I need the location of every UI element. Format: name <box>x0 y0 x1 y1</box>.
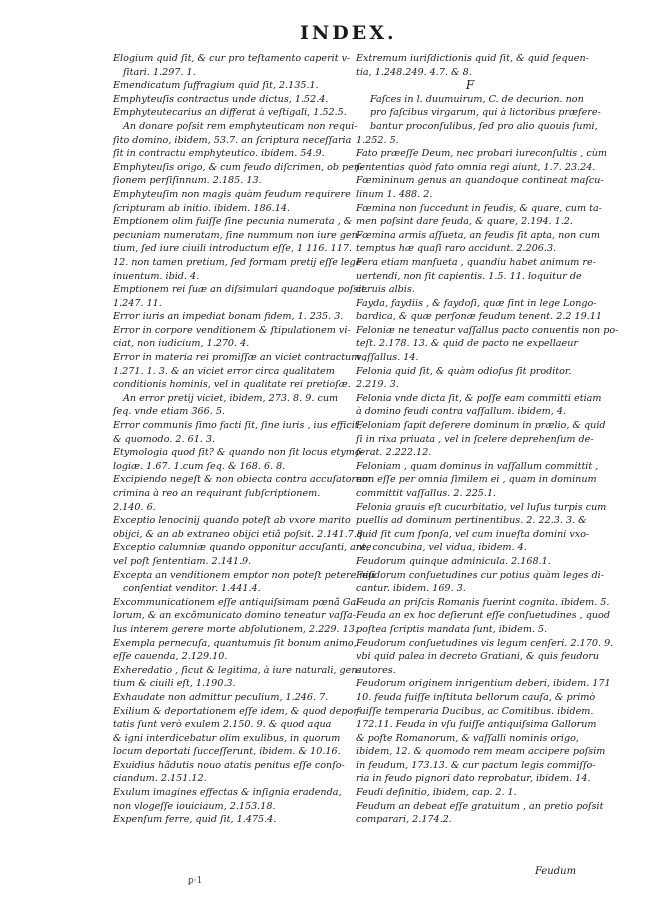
index-entry-line: 2.140. 6. <box>113 501 156 513</box>
index-entry-line: 1.271. 1. 3. & an viciet error circa qualitatem <box>113 365 335 377</box>
index-entry-line: lorum, & an excõmunicato domino teneatur vaſſa- <box>113 610 356 622</box>
index-entry-line: Error communis ſimo facti ſit, ſine iuris , ius efficit, <box>113 420 362 432</box>
index-entry-line: Emphyteutecarius an differat à veſtigali, 1.52.5. <box>113 107 347 119</box>
index-entry-line: 12. non tamen pretium, ſed formam pretij eſſe lege <box>113 256 362 268</box>
index-entry-line: Extremum iuriſdictionis quid ſit, & quid ſequen- <box>356 53 589 64</box>
index-entry-line: pecuniam numeratam, ſine nummum non iure gen- <box>113 229 362 241</box>
index-entry-line: Error in materia rei promiſſæ an viciet contractum , <box>113 352 367 364</box>
index-entry-line: Emphyteuſis contractus unde dictus, 1.52.4. <box>113 93 329 105</box>
index-entry-line: Emptionem rei ſuæ an diſsimulari quandoque poſsit. <box>113 284 369 296</box>
index-entry-line: logiæ. 1.67. 1.cum ſeq. & 168. 6. 8. <box>113 460 286 472</box>
index-entry-line: Fera etiam manſueta , quandiu habet animum re- <box>356 256 596 268</box>
index-entry-line: tatis ſunt verò exulem 2.150. 9. & quod aqua <box>113 719 332 731</box>
index-entry-line: ceruis albis. <box>356 284 415 296</box>
index-entry-line: ſito domino, ibidem, 53.7. an ſcriptura neceſſaria <box>113 134 352 146</box>
index-entry-line: Feudorum conſuetudines vis legum cenſeri. 2.170. 9. <box>356 637 614 649</box>
index-entry-line: poſtea ſcriptis mandata ſunt, ibidem. 5. <box>356 623 548 635</box>
index-entry-line: Exuidius hãdutis nouo atatis penitus eſſe conſo- <box>113 759 345 771</box>
page-title: INDEX. <box>300 22 397 44</box>
index-entry-line: Exulum imagines effectas & inſignia eradenda, <box>113 787 342 799</box>
index-entry-line: F <box>465 78 475 93</box>
index-entry-line: men poſsint dare feuda, & quare, 2.194. 1.2. <box>356 216 573 228</box>
index-entry-line: comparari, 2.174.2. <box>356 814 452 826</box>
index-entry-line: pro faſcibus virgarum, qui à lictoribus præfere- <box>370 107 601 119</box>
catchword: Feudum <box>535 866 577 877</box>
index-entry-line: 172.11. Feuda in vſu fuiſſe antiquiſsima Gallorum <box>356 719 597 731</box>
index-entry-line: & igni interdicebatur olim exulibus, in quorum <box>113 732 341 744</box>
index-entry-line: ibidem, 12. & quomodo rem meam accipere poſsim <box>356 746 606 758</box>
index-entry-line: 2.219. 3. <box>356 379 399 391</box>
index-entry-line: Emphyteuſim non magis quàm feudum requirere <box>113 188 351 200</box>
index-entry-line: re, concubina, vel vidua, ibidem. 4. <box>356 542 527 554</box>
index-entry-line: committit vaſſallus. 2. 225.1. <box>356 488 497 499</box>
index-entry-line: inuentum. ibid. 4. <box>113 270 200 282</box>
index-entry-line: Fato præeſſe Deum, nec probari iureconſultis , cùm <box>356 148 608 160</box>
index-entry-line: vel poſt ſententiam. 2.141.9. <box>113 555 252 567</box>
index-entry-line: à domino feudi contra vaſſallum. ibidem, 4. <box>356 406 566 418</box>
index-entry-line: Feloniam ſapit deſerere dominum in prælio, & quid <box>356 420 606 432</box>
index-entry-line: Fœmina armis aſſueta, an feudis ſit apta, non cum <box>356 229 600 241</box>
index-entry-line: Felonia vnde dicta ſit, & poſſe eam committi etiam <box>356 392 602 404</box>
index-entry-line: non vlogeſſe iouiciaum, 2.153.18. <box>113 800 276 812</box>
index-entry-line: Expenſum ferre, quid ſit, 1.475.4. <box>113 814 277 826</box>
index-entry-line: Feudorum originem inrigentium deberi, ibidem. 171 <box>356 678 611 690</box>
index-entry-line: Feuda an ex hoc deſierunt eſſe conſuetudines , quod <box>356 610 610 622</box>
index-entry-line: conditionis hominis, vel in qualitate rei pretioſæ. <box>113 379 351 391</box>
index-entry-line: Feudorum quinque adminicula. 2.168.1. <box>356 555 551 567</box>
index-entry-line: Exceptio lenocinij quando poteſt ab vxore marito <box>113 515 351 527</box>
index-entry-line: Exheredatio , ſicut & legitima, à iure naturali, gen- <box>113 664 361 676</box>
index-entry-line: 1.247. 11. <box>113 297 162 309</box>
index-entry-line: Feuda an priſcis Romanis fuerint cognita. ibidem. 5. <box>356 596 610 608</box>
index-entry-line: Faſces in l. duumuirum, C. de decurion. non <box>370 93 584 105</box>
index-entry-line: Error iuris an impediat bonam fidem, 1. 235. 3. <box>113 311 344 323</box>
index-entry-line: ſententias quòd fato omnia regi aiunt, 1.7. 23.24. <box>356 161 596 173</box>
index-entry-line: Feudorum conſuetudines cur potius quàm leges di- <box>356 569 604 581</box>
index-entry-line: vbi quid palea in decreto Gratiani, & quis feudoru <box>356 651 600 663</box>
index-entry-line: Excommunicationem eſſe antiquiſsimam pœnã Gal- <box>113 596 363 608</box>
index-entry-line: Fœmininum genus an quandoque contineat maſcu- <box>356 175 604 187</box>
right-column <box>356 52 619 827</box>
signature-mark: ꝑ·1 <box>188 876 203 886</box>
index-entry-line: bardica, & quæ perſonæ feudum tenent. 2.2 19.11 <box>356 311 602 323</box>
index-entry-line: ria in feudo pignori dato reprobatur, ibidem. 14. <box>356 773 591 785</box>
index-entry-line: ciat, non iudicium, 1.270. 4. <box>113 338 250 350</box>
index-entry-line: & poſte Romanorum, & vaſſalli nominis origo, <box>356 732 579 744</box>
index-entry-line: 1.252. 5. <box>356 134 399 146</box>
index-entry-line: quid ſit cum ſponſa, vel cum inueſta domini vxo- <box>356 528 590 540</box>
index-entry-line: ſeq. vnde etiam 366. 5. <box>113 406 225 418</box>
index-entry-line: ſi in rixa priuata , vel in ſcelere deprehenſum de- <box>356 433 594 445</box>
index-entry-line: uertendi, non ſit capientis. 1.5. 11. loquitur de <box>356 270 582 282</box>
index-entry-line: Fœmina non ſuccedunt in feudis, & quare, cum ta- <box>356 202 602 214</box>
index-entry-line: Exceptio calumniæ quando opponitur accuſanti, ante <box>113 542 372 554</box>
index-entry-line: lus interem gerere morte abſolutionem, 2.229. 13. <box>113 623 358 635</box>
index-entry-line: Exempla pernecuſa, quantumuis ſit bonum animo, <box>113 637 357 649</box>
index-entry-line: in feudum, 173.13. & cur pactum legis commiſſo- <box>356 759 596 771</box>
index-entry-line: cantur. ibidem. 169. 3. <box>356 583 466 595</box>
index-entry-line: & quomodo. 2. 61. 3. <box>113 433 216 445</box>
index-entry-line: Error in corpore venditionem & ſtipulationem vi- <box>113 324 351 336</box>
index-entry-line: Emptionem olim fuiſſe ſine pecunia numerata , & <box>113 216 353 228</box>
index-entry-line: eſſe cauenda, 2.129.10. <box>113 651 228 663</box>
index-entry-line: Excipiendo negeſt & non obiecta contra accuſatorem <box>113 474 371 486</box>
index-entry-line: ſerat. 2.222.12. <box>356 447 432 459</box>
index-entry-line: tia, 1.248.249. 4.7. & 8. <box>356 66 472 78</box>
index-entry-line: temptus hæ quaſi raro accidunt. 2.206.3. <box>356 243 557 255</box>
index-entry-line: Felonia quid ſit, & quàm odioſus ſit proditor. <box>356 365 572 377</box>
index-entry-line: An error pretij viciet, ibidem, 273. 8. 9. cum <box>123 392 339 404</box>
index-entry-line: puellis ad dominum pertinentibus. 2. 22.3. 3. & <box>356 515 587 527</box>
index-entry-line: autores. <box>356 664 396 676</box>
index-entry-line: teſt. 2.178. 13. & quid de pacto ne expellaeur <box>356 338 578 350</box>
index-entry-line: Feudi deſinitio, ibidem, cap. 2. 1. <box>356 787 517 799</box>
index-entry-line: ſit in contractu emphyteutico. ibidem. 54.9. <box>113 148 325 160</box>
index-entry-line: obijci, & an ab extraneo obijci etiã poſsit. 2.141.7.8 <box>113 528 363 540</box>
index-entry-line: Felonia grauis eſt cucurbitatio, vel luſus turpis cum <box>356 501 607 513</box>
index-entry-line: Fayda, faydiis , & faydoſi, quæ ſint in lege Longo- <box>356 297 597 309</box>
index-entry-line: ſcripturam ab initio. ibidem. 186.14. <box>113 202 290 214</box>
index-entry-line: bantur proconſulibus, ſed pro alio quouis ſumi, <box>370 120 598 132</box>
index-entry-line: tium & ciuili eſt, 1.190.3. <box>113 678 236 690</box>
index-entry-line: Feudum an debeat eſſe gratuitum , an pretio poſsit <box>356 800 604 812</box>
index-entry-line: Feloniam , quam dominus in vaſſallum committit , <box>356 460 599 472</box>
index-entry-line: linum 1. 488. 2. <box>356 188 433 200</box>
index-entry-line: vaſſallus. 14. <box>356 352 419 364</box>
index-entry-line: Exilium & deportationem eſſe idem, & quod depor- <box>113 705 362 717</box>
index-entry-line: Emendicatum ſuffragium quid ſit, 2.135.1. <box>113 80 319 92</box>
index-entry-line: locum deportati ſucceſſerunt, ibidem. & 10.16. <box>113 746 341 758</box>
index-entry-line: Feloniæ ne teneatur vaſſallus pacto conuentis non po- <box>356 324 619 336</box>
index-entry-line: Etymologia quod ſit? & quando non ſit locus etymo- <box>113 447 364 459</box>
index-entry-line: ſitari. 1.297. 1. <box>123 66 196 78</box>
index-entry-line: ciandum. 2.151.12. <box>113 773 207 785</box>
index-entry-line: Excepta an venditionem emptor non poteſt petere niſi <box>113 569 376 581</box>
index-entry-line: non eſſe per omnia ſimilem ei , quam in dominum <box>356 474 597 486</box>
index-entry-line: ſionem perſiſinnum. 2.185. 13. <box>113 175 262 187</box>
index-entry-line: 10. feuda fuiſſe inſtituta bellorum cauſa, & primò <box>356 691 596 703</box>
index-entry-line: Exhaudate non admittur peculium, 1.246. 7. <box>113 691 329 703</box>
index-entry-line: Elogium quid ſit, & cur pro teſtamento caperit v- <box>113 53 351 64</box>
index-entry-line: An donare poſsit rem emphyteuticam non requi- <box>123 120 358 132</box>
index-entry-line: Emphyteuſis origo, & cum feudo diſcrimen, ob pen- <box>113 161 364 173</box>
index-entry-line: tium, ſed iure ciuili introductum eſſe, 1 116. 117. <box>113 243 352 255</box>
index-entry-line: crimina à reo an requirant ſubſcriptionem. <box>113 488 321 499</box>
index-entry-line: conſentiat venditor. 1.441.4. <box>123 583 261 595</box>
index-entry-line: fuiſſe temperaria Ducibus, ac Comitibus. ibidem. <box>356 705 594 717</box>
